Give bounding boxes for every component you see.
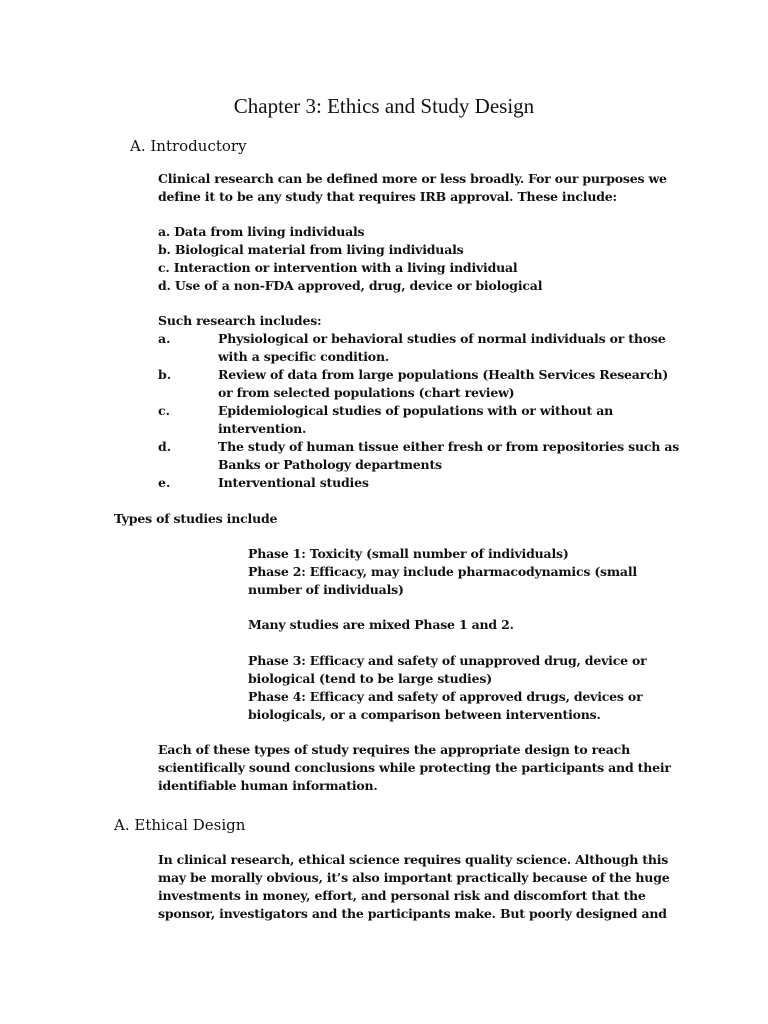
list-letter: b. xyxy=(158,367,172,382)
ethical-paragraph-line: In clinical research, ethical science requires quality science. Although this xyxy=(158,852,669,867)
section-heading-introductory: A. Introductory xyxy=(130,137,247,155)
list-letter: c. xyxy=(158,403,170,418)
list-item-line: intervention. xyxy=(218,421,307,436)
research-list-intro: Such research includes: xyxy=(158,313,322,328)
intro-paragraph-line: define it to be any study that requires IRB approval. These include: xyxy=(158,189,617,204)
phase-4-cont: biologicals, or a comparison between interventions. xyxy=(248,707,601,722)
phase-4: Phase 4: Efficacy and safety of approved drugs, devices or xyxy=(248,689,643,704)
conclusion-line: scientifically sound conclusions while protecting the participants and their xyxy=(158,760,671,775)
phase-3: Phase 3: Efficacy and safety of unapproved drug, device or xyxy=(248,653,647,668)
list-item-line: Review of data from large populations (Health Services Research) xyxy=(218,367,669,382)
ethical-paragraph-line: sponsor, investigators and the participants make. But poorly designed and xyxy=(158,906,667,921)
list-item-line: Epidemiological studies of populations with or without an xyxy=(218,403,614,418)
chapter-title: Chapter 3: Ethics and Study Design xyxy=(233,94,535,118)
phase-2-cont: number of individuals) xyxy=(248,582,404,597)
list-item-line: or from selected populations (chart review) xyxy=(218,385,515,400)
intro-paragraph-line: Clinical research can be defined more or less broadly. For our purposes we xyxy=(158,171,667,186)
types-intro: Types of studies include xyxy=(114,511,278,526)
list-item-line: Interventional studies xyxy=(218,475,369,490)
phase-3-cont: biological (tend to be large studies) xyxy=(248,671,492,686)
ethical-paragraph-line: investments in money, effort, and personal risk and discomfort that the xyxy=(158,888,646,903)
list-item: c. Interaction or intervention with a living individual xyxy=(158,260,518,275)
list-item: b. Biological material from living individuals xyxy=(158,242,464,257)
list-item-line: Physiological or behavioral studies of normal individuals or those xyxy=(218,331,666,346)
list-item-line: Banks or Pathology departments xyxy=(218,457,442,472)
list-item: a. Data from living individuals xyxy=(158,224,365,239)
list-item: d. Use of a non-FDA approved, drug, device or biological xyxy=(158,278,543,293)
phase-1: Phase 1: Toxicity (small number of individuals) xyxy=(248,546,569,561)
list-item-line: The study of human tissue either fresh or from repositories such as xyxy=(218,439,680,454)
mixed-phases: Many studies are mixed Phase 1 and 2. xyxy=(248,617,514,632)
list-letter: e. xyxy=(158,475,171,490)
conclusion-line: identifiable human information. xyxy=(158,778,378,793)
list-letter: a. xyxy=(158,331,171,346)
list-letter: d. xyxy=(158,439,172,454)
ethical-paragraph-line: may be morally obvious, it’s also important practically because of the huge xyxy=(158,870,670,885)
section-heading-ethical-design: A. Ethical Design xyxy=(114,816,246,834)
phase-2: Phase 2: Efficacy, may include pharmacodynamics (small xyxy=(248,564,637,579)
list-item-line: with a specific condition. xyxy=(218,349,389,364)
conclusion-line: Each of these types of study requires the appropriate design to reach xyxy=(158,742,630,757)
